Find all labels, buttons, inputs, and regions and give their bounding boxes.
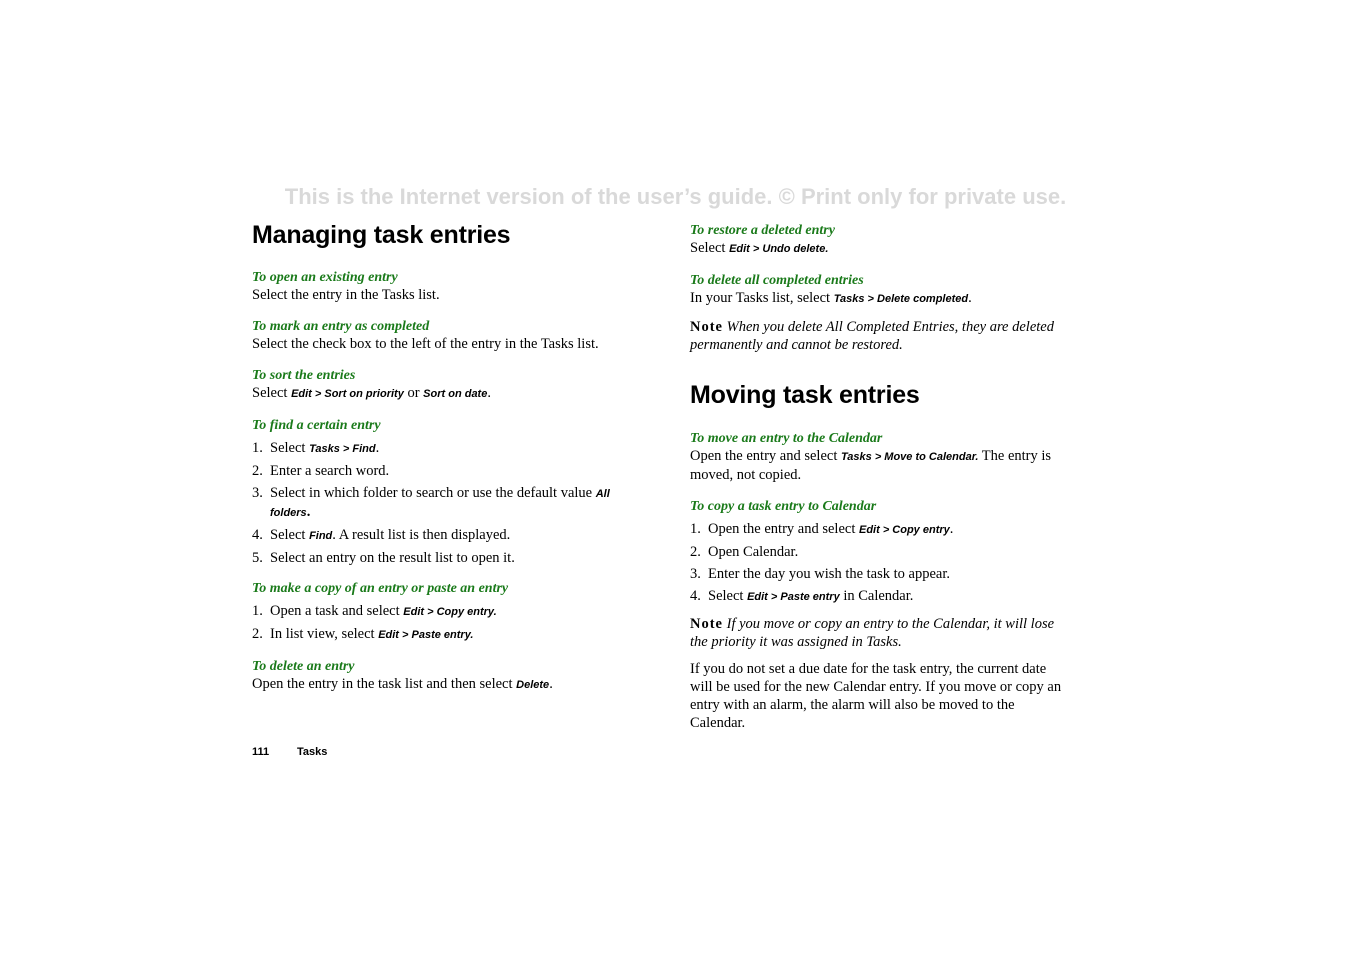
list-item: 5. Select an entry on the result list to open it.	[252, 550, 515, 566]
subheading-restore-entry: To restore a deleted entry	[690, 223, 835, 238]
footer-section-title: Tasks	[297, 746, 328, 758]
list-item: 1. Open a task and select Edit > Copy entry.	[252, 603, 497, 619]
paragraph-delete-completed: In your Tasks list, select Tasks > Delete completed.	[690, 290, 972, 306]
section-heading-moving: Moving task entries	[690, 381, 920, 409]
subheading-open-entry: To open an existing entry	[252, 270, 398, 285]
page-footer	[252, 746, 327, 758]
right-column	[690, 222, 1070, 732]
list-item: 3. Select in which folder to search or use the default value All folders.	[252, 485, 610, 520]
list-item: 4. Select Find. A result list is then displayed.	[252, 527, 511, 543]
list-find-entry	[252, 439, 652, 567]
page-number: 111	[252, 746, 270, 758]
note-delete-completed: Note When you delete All Completed Entries, they are deleted permanently and cannot be restored.	[690, 319, 1054, 353]
paragraph-move-to-calendar: Open the entry and select Tasks > Move to Calendar. The entry is moved, not copied.	[690, 448, 1052, 483]
list-item: 3. Enter the day you wish the task to appear.	[690, 566, 951, 582]
subheading-delete-entry: To delete an entry	[252, 659, 355, 674]
note-move-copy: Note If you move or copy an entry to the Calendar, it will lose the priority it was assigned in Tasks.	[690, 616, 1055, 650]
list-copy-paste	[252, 602, 652, 644]
list-item: 1. Open the entry and select Edit > Copy entry.	[690, 521, 954, 537]
paragraph-mark-completed: Select the check box to the left of the entry in the Tasks list.	[252, 336, 599, 352]
paragraph-due-date: If you do not set a due date for the task entry, the current date will be used for the new Calendar entry. If you move or copy an entry with an alarm, the alarm will also be moved to the Calendar.	[690, 661, 1062, 731]
subheading-copy-paste: To make a copy of an entry or paste an entry	[252, 581, 509, 596]
paragraph-open-entry: Select the entry in the Tasks list.	[252, 287, 440, 303]
list-item: 1. Select Tasks > Find.	[252, 440, 380, 456]
paragraph-sort-entries: Select Edit > Sort on priority or Sort on date.	[252, 385, 491, 401]
list-item: 4. Select Edit > Paste entry in Calendar.	[690, 588, 914, 604]
watermark: This is the Internet version of the user’s guide. © Print only for private use.	[284, 184, 1067, 209]
list-copy-to-calendar	[690, 520, 1070, 606]
subheading-delete-completed: To delete all completed entries	[690, 273, 864, 288]
subheading-mark-completed: To mark an entry as completed	[252, 319, 430, 334]
paragraph-restore-entry: Select Edit > Undo delete.	[690, 240, 829, 256]
paragraph-delete-entry: Open the entry in the task list and then select Delete.	[252, 676, 553, 692]
subheading-copy-to-calendar: To copy a task entry to Calendar	[690, 499, 877, 514]
subheading-find-entry: To find a certain entry	[252, 418, 381, 433]
subheading-sort-entries: To sort the entries	[252, 368, 356, 383]
list-item: 2. Open Calendar.	[690, 544, 799, 560]
list-item: 2. In list view, select Edit > Paste entry.	[252, 626, 474, 642]
left-column	[252, 220, 652, 694]
section-heading-managing: Managing task entries	[252, 221, 511, 249]
list-item: 2. Enter a search word.	[252, 463, 390, 479]
subheading-move-to-calendar: To move an entry to the Calendar	[690, 431, 883, 446]
